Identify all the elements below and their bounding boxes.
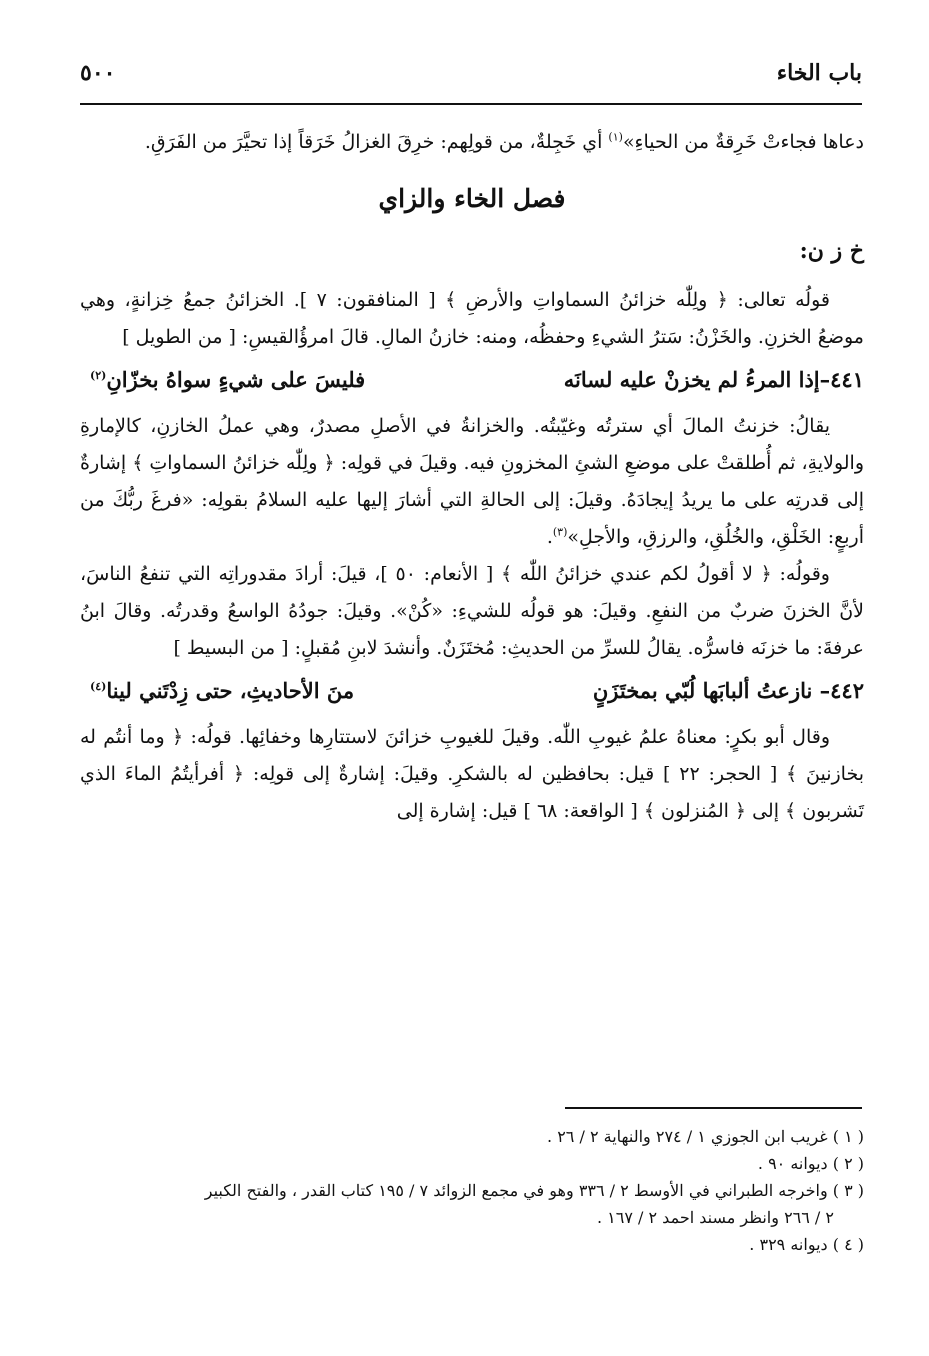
footnote-ref-1: (١) — [608, 130, 623, 144]
paragraph-3-end: . — [546, 526, 553, 548]
paragraph-1-end: أي خَجِلةٌ، من قولِهم: خرِقَ الغزالُ خَرَقاً إذا تحيَّرَ من الفَرَقِ. — [144, 131, 609, 153]
footnotes — [80, 1123, 864, 1258]
paragraph-3-text: يقالُ: خزنتُ المالَ أي سترتُه وغيّبتُه. والخزانةُ في الأصلِ مصدرٌ، وهي عملُ الخازنِ، كالإمارةِ والولايةِ، ثم أُطلقتْ على موضعِ الشئِ المخزونِ فيه. وقيلَ في قولِه: ﴿ ولِلّٰه خزائنُ السماواتِ ﴾ إشارةٌ إلى قدرتِه على ما يريدُ إيجادَهُ. وقيلَ: إلى الحالةِ التي أشارَ إليها عليه السلامُ بقولِه: «فرغَ ربُّكَ من أربعٍ: الخَلْقِ، والخُلُقِ، والرزقِ، والأجلِ» — [80, 415, 864, 548]
footnote-ref-2: (٢) — [90, 369, 107, 382]
verse-442 — [80, 671, 864, 711]
footnote-ref-4: (٤) — [90, 680, 107, 693]
footnote-ref-3: (٣) — [552, 525, 568, 539]
page-header — [80, 60, 862, 96]
page-body — [80, 124, 864, 830]
verse-442-first-hemistich: ٤٤٢– نازعتُ ألبابَها لُبّي بمختَزَنٍ — [592, 678, 864, 703]
verse-441-first-hemistich: ٤٤١–إذا المرءُ لم يخزنْ عليه لسانَه — [563, 367, 864, 392]
footnote-2: ( ٢ ) ديوانه ٩٠ . — [757, 1154, 864, 1173]
footnote-4: ( ٤ ) ديوانه ٣٢٩ . — [749, 1235, 864, 1254]
verse-441 — [80, 360, 864, 400]
verse-441-second-text: فليسَ على شيءٍ سواهُ بخزّانِ — [106, 367, 366, 392]
verse-442-second-text: منَ الأحاديثِ، حتى زِدْتَني لينا — [106, 678, 355, 703]
paragraph-4: وقولُه: ﴿ لا أقولُ لكم عندي خزائنُ اللّٰه ﴾ [ الأنعام: ٥٠ ]، قيلَ: أرادَ مقدوراتِه التي تنفعُ الناسَ، لأنَّ الخزنَ ضربٌ من النفعِ. وقيلَ: هو قولُه للشيءِ: «كُنْ». وقيلَ: جودُهُ الواسعُ وقدرتُه. وقالَ ابنُ عرفةَ: ما خزنَه فاسرُّه. يقالُ للسرِّ من الحديثِ: مُختَزَنٌ. وأنشدَ لابنِ مُقبلٍ: [ من البسيط ] — [80, 563, 864, 659]
paragraph-1 — [80, 124, 864, 161]
paragraph-1-start: دعاها فجاءتْ خَرِقةٌ من الحياءِ» — [622, 131, 864, 153]
footnote-3: ( ٣ ) واخرجه الطبراني في الأوسط ٢ / ٣٣٦ وهو في مجمع الزوائد ٧ / ١٩٥ كتاب القدر ، والفتح الكبير — [204, 1181, 864, 1200]
paragraph-5: وقال أبو بكرٍ: معناهُ علمُ غيوبِ اللّٰه. وقيلَ للغيوبِ خزائنَ لاستتارِها وخفائِها. قولُه: ﴿ وما أنتُم له بخازنينَ ﴾ [ الحجر: ٢٢ ] قيل: بحافظين له بالشكرِ. وقيلَ: إشارةٌ إلى قولِه: ﴿ أفرأيتُمُ الماءَ الذي تَشربون ﴾ إلى ﴿ المُنزلون ﴾ [ الواقعة: ٦٨ ] قيل: إشارة إلى — [80, 726, 864, 822]
page-number: ٥٠٠ — [80, 60, 116, 86]
chapter-title: باب الخاء — [776, 60, 862, 86]
footnote-1: ( ١ ) غريب ابن الجوزي ١ / ٢٧٤ والنهاية ٢ / ٢٦ . — [547, 1127, 864, 1146]
section-heading: فصل الخاء والزاي — [378, 184, 566, 213]
paragraph-3 — [80, 408, 864, 556]
root-letters: خ ز ن: — [799, 238, 864, 264]
header-divider — [80, 103, 862, 105]
verse-441-second-hemistich — [80, 360, 365, 400]
paragraph-2: قولُه تعالى: ﴿ ولِلّٰه خزائنُ السماواتِ والأرضِ ﴾ [ المنافقون: ٧ ]. الخزائنُ جمعُ خِزانةٍ، وهي موضعُ الخزنِ. والخَزْنُ: سَترُ الشيءِ وحفظُه، ومنه: خازنُ المالِ. قالَ امرؤُالقيسِ: [ من الطويل ] — [80, 289, 864, 348]
footnote-3-continued: ٢ / ٢٦٦ وانظر مسند احمد ٢ / ١٦٧ . — [596, 1208, 834, 1227]
verse-442-second-hemistich — [80, 671, 354, 711]
footnote-divider — [565, 1107, 862, 1109]
